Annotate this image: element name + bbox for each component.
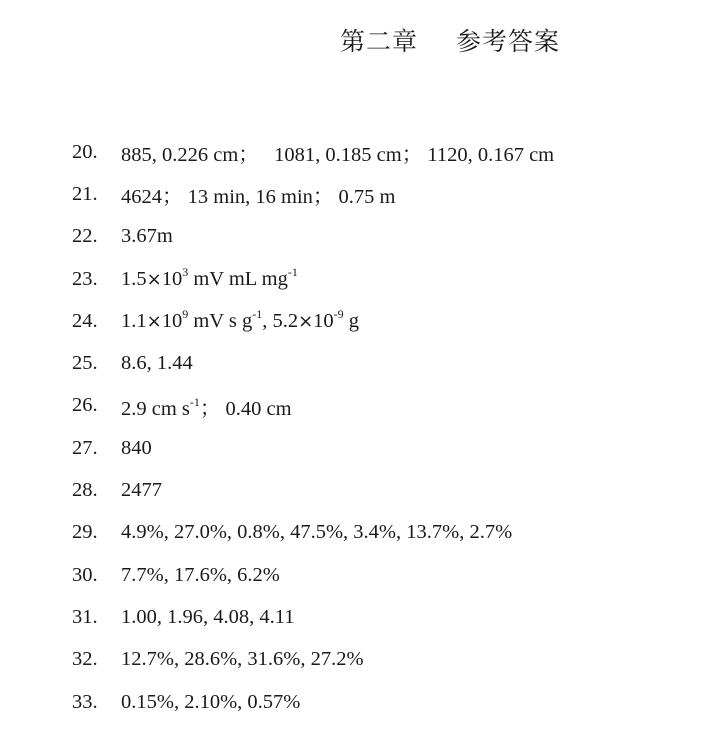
answer-text: 840 xyxy=(121,436,152,459)
unit-exponent: -1 xyxy=(189,394,200,409)
answer-row xyxy=(72,512,699,554)
answer-text: 7.7%, 17.6%, 6.2% xyxy=(121,563,280,586)
answer-number: 29. xyxy=(72,521,98,544)
answer-text: 4.9%, 27.0%, 0.8%, 47.5%, 3.4%, 13.7%, 2.7% xyxy=(121,521,513,544)
answer-row xyxy=(72,469,699,511)
answer-value: 2.9 cm s xyxy=(121,397,190,420)
answer-number: 31. xyxy=(72,605,98,628)
answer-exponent-2: -9 xyxy=(333,306,344,321)
answer-number: 32. xyxy=(72,648,98,671)
answer-row xyxy=(72,342,699,384)
answer-number: 22. xyxy=(72,225,98,248)
answer-unit: mV mL mg xyxy=(188,267,288,290)
answer-coefficient: 1.5 xyxy=(121,267,147,290)
answer-text xyxy=(121,306,360,333)
answer-unit-2: g xyxy=(343,309,360,332)
answer-row xyxy=(72,596,699,638)
section-title: 参考答案 xyxy=(456,27,561,56)
times-sign: × xyxy=(146,310,162,332)
answer-unit: mV s g xyxy=(188,309,253,332)
answer-row xyxy=(72,173,699,215)
answer-row xyxy=(72,681,699,723)
answer-number: 21. xyxy=(72,182,98,205)
answer-text: 4624； 13 min, 16 min； 0.75 m xyxy=(121,186,396,209)
answer-base: 10 xyxy=(161,267,183,290)
answer-text: 0.15%, 2.10%, 0.57% xyxy=(121,690,301,713)
answer-row xyxy=(72,639,699,681)
unit-exponent: -1 xyxy=(252,306,263,321)
answer-list xyxy=(72,131,699,723)
answer-row xyxy=(72,554,699,596)
unit-exponent: -1 xyxy=(287,264,298,279)
answer-text: 1.00, 1.96, 4.08, 4.11 xyxy=(121,605,295,628)
times-sign: × xyxy=(146,268,162,290)
answer-value-2: ； 0.40 cm xyxy=(199,397,292,420)
answer-row xyxy=(72,216,699,258)
answer-number: 33. xyxy=(72,690,98,713)
answer-number: 28. xyxy=(72,479,98,502)
answer-number: 25. xyxy=(72,352,98,375)
times-sign: × xyxy=(298,310,314,332)
chapter-label: 第二章 xyxy=(340,27,419,56)
answer-number: 30. xyxy=(72,563,98,586)
answer-row xyxy=(72,385,699,427)
answer-row xyxy=(72,300,699,342)
answer-text: 12.7%, 28.6%, 31.6%, 27.2% xyxy=(121,648,364,671)
answer-row xyxy=(72,131,699,173)
answer-number: 27. xyxy=(72,436,98,459)
answer-base-2: 10 xyxy=(313,309,334,332)
answer-number: 20. xyxy=(72,140,98,163)
answer-number: 23. xyxy=(72,267,98,290)
answer-text xyxy=(121,264,298,291)
answer-text: 8.6, 1.44 xyxy=(121,352,193,375)
answer-row xyxy=(72,427,699,469)
answer-number: 26. xyxy=(72,394,98,417)
answer-base: 10 xyxy=(161,309,183,332)
answer-coefficient: 1.1 xyxy=(121,309,147,332)
answer-row xyxy=(72,258,699,300)
answer-number: 24. xyxy=(72,309,98,332)
answer-text: 885, 0.226 cm； 1081, 0.185 cm； 1120, 0.167 cm xyxy=(121,144,555,167)
page-title xyxy=(340,22,560,58)
answer-exponent: 9 xyxy=(182,306,189,321)
answer-coefficient-2: , 5.2 xyxy=(262,309,299,332)
answer-text: 3.67m xyxy=(121,225,173,248)
answer-exponent: 3 xyxy=(182,264,189,279)
answer-text xyxy=(121,391,292,421)
answer-text: 2477 xyxy=(121,479,162,502)
